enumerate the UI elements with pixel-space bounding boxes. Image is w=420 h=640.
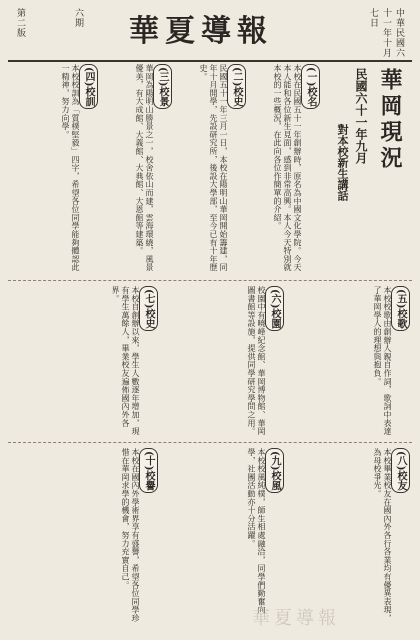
section-school-spirit <box>164 448 284 628</box>
masthead <box>8 6 412 62</box>
section-title: (八)校友 <box>391 448 410 493</box>
section-school-history-2 <box>10 286 158 436</box>
section-school-history <box>176 64 246 274</box>
section-body: 校園中有曉峰紀念館、華岡博物館、華岡圖書館等設施，提供同學研究學問之用。 <box>247 286 266 436</box>
headline-subtitle-2: 對本校新生講話 <box>336 124 349 201</box>
section-title: (十)校譽 <box>139 448 158 493</box>
section-body: 本校自創辦以來，學生人數逐年增加，現有學生萬餘人，畢業校友遍佈國內外各界。 <box>111 286 140 436</box>
section-divider <box>8 280 412 281</box>
section-reputation <box>10 448 158 628</box>
section-body: 華岡為陽明山勝景之一，校舍依山而建，雲海環繞，風景優美，有大成館、大義館、大典館、大恩館等建築。 <box>135 64 154 272</box>
section-body: 本校在國內外學術界享有盛譽，希望各位同學珍惜在華岡求學的機會，努力充實自己。 <box>121 448 140 623</box>
watermark: 華夏導報 <box>252 608 340 629</box>
section-divider <box>8 442 412 443</box>
section-title: (七)校史 <box>139 286 158 331</box>
section-body: 本校校風純樸，師生相處融洽，同學們勤奮向學，社團活動亦十分活躍。 <box>247 448 266 614</box>
section-campus-view <box>102 64 172 274</box>
section-title: (四)校訓 <box>79 64 98 109</box>
publication-date: 中華民國六十一年十月七日 <box>368 8 404 58</box>
section-title: (一)校名 <box>301 64 320 109</box>
issue-number: 六期 <box>73 8 83 28</box>
section-title: (九)校風 <box>265 448 284 493</box>
section-body: 本校校訓為「質樸堅毅」四字，希望各位同學能夠體認此一精神，努力向學。 <box>61 64 80 272</box>
section-school-name <box>250 64 320 274</box>
section-body: 民國五十一年三月一日，本校在陽明山華岡開始籌建，同年十月開學，先設研究所，後設大學部，至今已有十年歷史。 <box>199 64 228 272</box>
headline-subtitle: 民國六十一年九月 <box>354 68 368 164</box>
headline-block <box>324 64 410 274</box>
section-body: 本校畢業校友在國內外各行各業均有優異表現，為母校爭光。 <box>373 448 392 623</box>
section-title: (二)校史 <box>227 64 246 109</box>
section-title: (六)校園 <box>265 286 284 331</box>
section-body: 本校在民國五十一年創辦時，原名為中國文化學院。今天本人能和各位新生見面，感到非常高興。本人今天特別就本校的一些概況，在此向各位作簡單的介紹。 <box>273 64 302 272</box>
section-alumni <box>290 448 410 628</box>
section-school-motto <box>10 64 98 274</box>
section-school-song <box>290 286 410 436</box>
section-body: 本校校歌由創辦人親自作詞，歌詞中表達了華岡學人的理想與抱負。 <box>373 286 392 436</box>
newspaper-title: 華夏導報 <box>129 14 273 49</box>
section-title: (五)校歌 <box>391 286 410 331</box>
section-campus <box>164 286 284 436</box>
page-number: 第二版 <box>15 8 25 38</box>
section-title: (三)校景 <box>153 64 172 109</box>
headline-title: 華岡現況 <box>377 68 403 172</box>
